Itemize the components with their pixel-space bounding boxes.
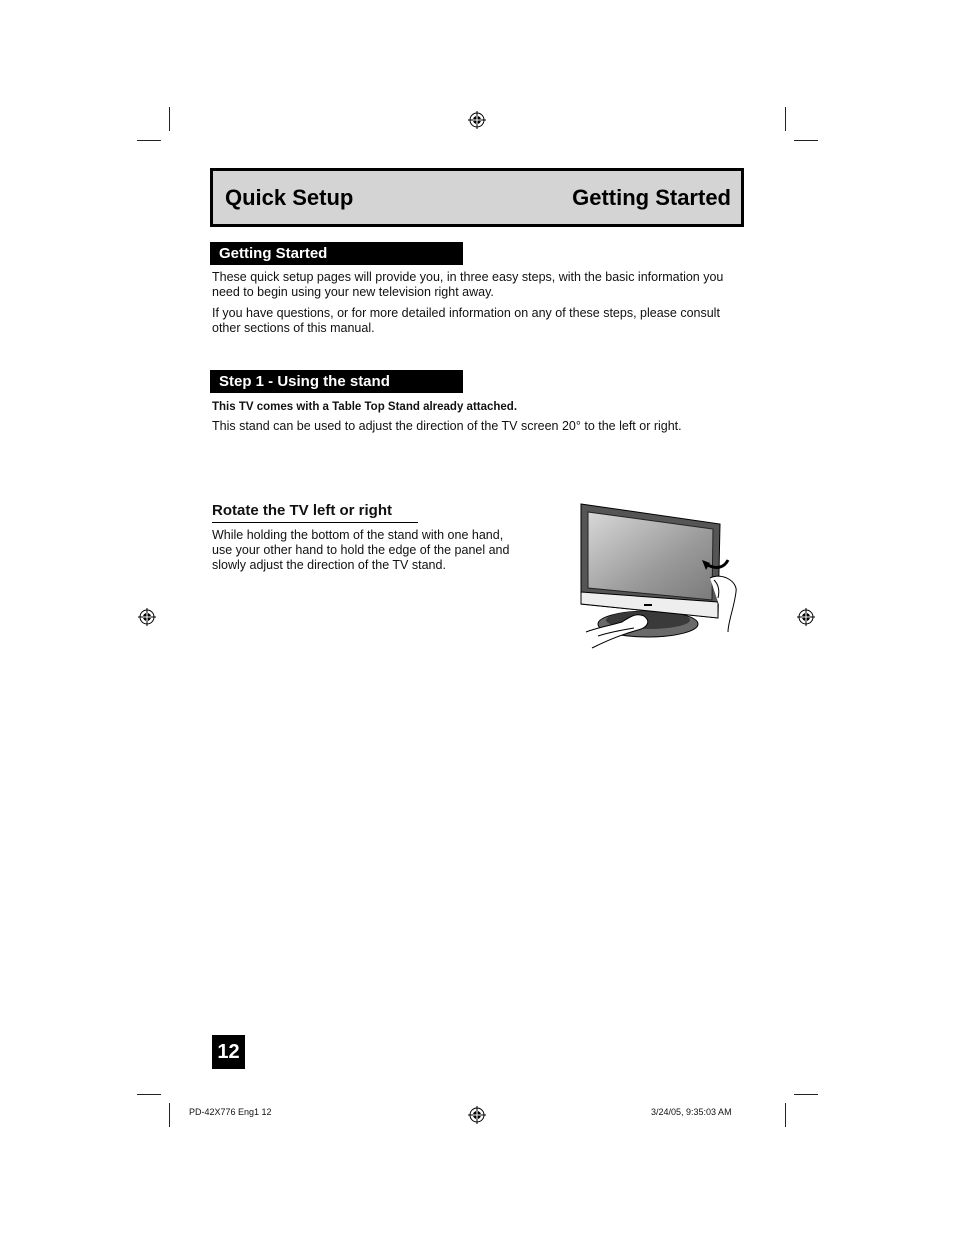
section-heading-step-1: Step 1 - Using the stand (210, 370, 463, 393)
tv-rotate-illustration (578, 500, 744, 650)
crop-mark (785, 1103, 786, 1127)
footer-file-info: PD-42X776 Eng1 12 (189, 1107, 272, 1117)
stand-description: This stand can be used to adjust the direction of the TV screen 20° to the left or right. (212, 419, 682, 433)
crop-mark (169, 1103, 170, 1127)
crop-mark (794, 1094, 818, 1095)
crop-mark (137, 1094, 161, 1095)
footer-timestamp: 3/24/05, 9:35:03 AM (651, 1107, 732, 1117)
page-number: 12 (212, 1035, 245, 1069)
intro-paragraph: These quick setup pages will provide you, in three easy steps, with the basic information you need to begin using your new television right away. (212, 270, 724, 299)
registration-mark-icon (138, 608, 156, 626)
registration-mark-icon (468, 1106, 486, 1124)
page-header (210, 168, 744, 227)
questions-paragraph: If you have questions, or for more detailed information on any of these steps, please consult other sections of this manual. (212, 306, 720, 335)
registration-mark-icon (468, 111, 486, 129)
header-title-right: Getting Started (572, 185, 731, 210)
crop-mark (137, 140, 161, 141)
section-heading-getting-started: Getting Started (210, 242, 463, 265)
rotate-heading: Rotate the TV left or right (212, 502, 418, 523)
header-title-left: Quick Setup (225, 185, 354, 210)
rotate-instructions: While holding the bottom of the stand with one hand, use your other hand to hold the edge of the panel and slowly adjust the direction of the TV stand. (212, 528, 510, 572)
registration-mark-icon (797, 608, 815, 626)
crop-mark (794, 140, 818, 141)
crop-mark (785, 107, 786, 131)
stand-attached-note: This TV comes with a Table Top Stand already attached. (212, 401, 518, 413)
crop-mark (169, 107, 170, 131)
